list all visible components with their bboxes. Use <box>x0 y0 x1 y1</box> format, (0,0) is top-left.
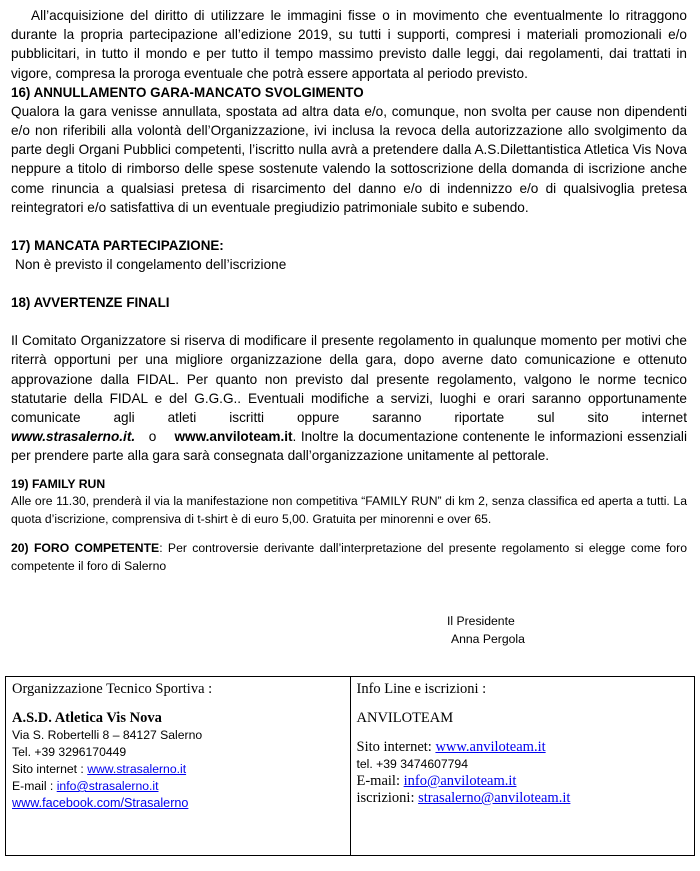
organizer-email-link[interactable]: info@strasalerno.it <box>56 779 159 793</box>
site-label: Sito internet : <box>12 762 88 776</box>
info-email-row <box>357 773 689 790</box>
signature-name: Anna Pergola <box>451 632 525 646</box>
facebook-link[interactable]: www.facebook.com/Strasalerno <box>12 796 189 810</box>
organizer-site-row <box>12 761 344 778</box>
info-line-box <box>350 677 695 856</box>
organizer-name: A.S.D. Atletica Vis Nova <box>12 710 162 726</box>
section-20-paragraph <box>11 540 687 575</box>
info-email-link[interactable]: info@anviloteam.it <box>403 773 517 789</box>
email-label: E-mail: <box>356 773 404 789</box>
info-site-link[interactable]: www.anviloteam.it <box>435 739 546 755</box>
regulation-text <box>11 6 687 575</box>
organizer-phone: Tel. +39 3296170449 <box>12 745 127 759</box>
section-17-title: 17) MANCATA PARTECIPAZIONE: <box>11 238 224 254</box>
registration-label: iscrizioni: <box>356 790 419 806</box>
info-site-row <box>357 739 689 756</box>
or-word: o <box>148 429 157 445</box>
image-rights-paragraph: All’acquisizione del diritto di utilizzare le immagini fisse o in movimento che eventualmente lo ritraggono durante la propria partecipazione all’edizione 2019, su tutti i supporti, compresi i materiali promozionali e/o pubblicitari, in tutto il mondo e per tutto il tempo massimo previsto dalle leggi, dai regolamenti, dai trattati in vigore, compresa la proroga eventuale che potrà essere apportata al periodo previsto. <box>11 8 687 81</box>
contacts-table <box>5 676 695 856</box>
registration-row <box>357 790 689 807</box>
section-18-body <box>11 331 687 465</box>
section-19-body: Alle ore 11.30, prenderà il via la manifestazione non competitiva “FAMILY RUN” di km 2, senza classifica ed aperta a tutti. La quota d’iscrizione, comprensiva di t-shirt è di euro 5,00. Gratuita per minorenni e over 65. <box>11 494 687 526</box>
section-17-body: Non è previsto il congelamento dell’iscrizione <box>15 257 287 273</box>
registration-email-link[interactable]: strasalerno@anviloteam.it <box>418 790 571 806</box>
info-line-header: Info Line e iscrizioni : <box>356 681 487 697</box>
section-20-body: : Per controversie derivante dall’interpretazione del presente regolamento si elegge come foro competente il foro di Salerno <box>11 541 687 573</box>
site-label: Sito internet: <box>356 739 436 755</box>
info-org-name: ANVILOTEAM <box>356 710 454 726</box>
info-phone: tel. +39 3474607794 <box>356 757 468 771</box>
section-16-body: Qualora la gara venisse annullata, spostata ad altra data e/o, comunque, non svolta per cause non dipendenti e/o non riferibili alla volontà dell’Organizzazione, ivi inclusa la revoca della autorizzazione allo svolgimento da parte degli Organi Pubblici competenti, l’iscritto nulla avrà a pretendere dalla A.S.Dilettantistica Atletica Vis Nova neppure a titolo di rimborso delle spese sostenute valendo la sottoscrizione della domanda di iscrizione anche come rinuncia a qualsiasi pretesa di risarcimento del danno e/o di indennizzo e/o di qualsivoglia pretesa reintegratori e/o satisfattiva di un eventuale pregiudizio patrimoniale subito e subendo. <box>11 103 687 215</box>
facebook-row <box>12 795 344 812</box>
section-18-text-a: Il Comitato Organizzatore si riserva di modificare il presente regolamento in qualunque momento per motivi che riterrà opportuni per una migliore organizzazione della gara, dopo averne dato comunicazione e ottenuto approvazione dalla FIDAL. Per quanto non previsto dal presente regolamento, valgono le norme tecnico statutarie della FIDAL e del G.G.G.. Eventuali modifiche a servizi, luoghi e orari saranno opportunamente comunicate agli atleti iscritti oppure saranno riportate sul sito internet <box>11 333 687 426</box>
anviloteam-site-text: www.anviloteam.it <box>174 429 293 445</box>
organizer-box <box>6 677 351 856</box>
strasalerno-site-text: www.strasalerno.it <box>11 429 132 445</box>
organizer-email-row <box>12 778 344 795</box>
section-18-title: 18) AVVERTENZE FINALI <box>11 295 170 311</box>
organizer-address: Via S. Robertelli 8 – 84127 Salerno <box>12 728 203 742</box>
organizer-site-link[interactable]: www.strasalerno.it <box>87 762 187 776</box>
email-label: E-mail : <box>12 779 57 793</box>
dot: . <box>131 429 136 445</box>
section-20-title: 20) FORO COMPETENTE <box>11 541 160 556</box>
section-19-title: 19) FAMILY RUN <box>11 476 106 491</box>
section-18-text-b: . Inoltre la documentazione contenente le informazioni essenziali per prendere parte alla gara sarà consegnata dall’organizzazione unitamente al pettorale. <box>11 429 687 464</box>
section-16-title: 16) ANNULLAMENTO GARA-MANCATO SVOLGIMENTO <box>11 84 364 100</box>
organizer-header: Organizzazione Tecnico Sportiva : <box>12 681 213 697</box>
signature-role: Il Presidente <box>447 614 515 628</box>
